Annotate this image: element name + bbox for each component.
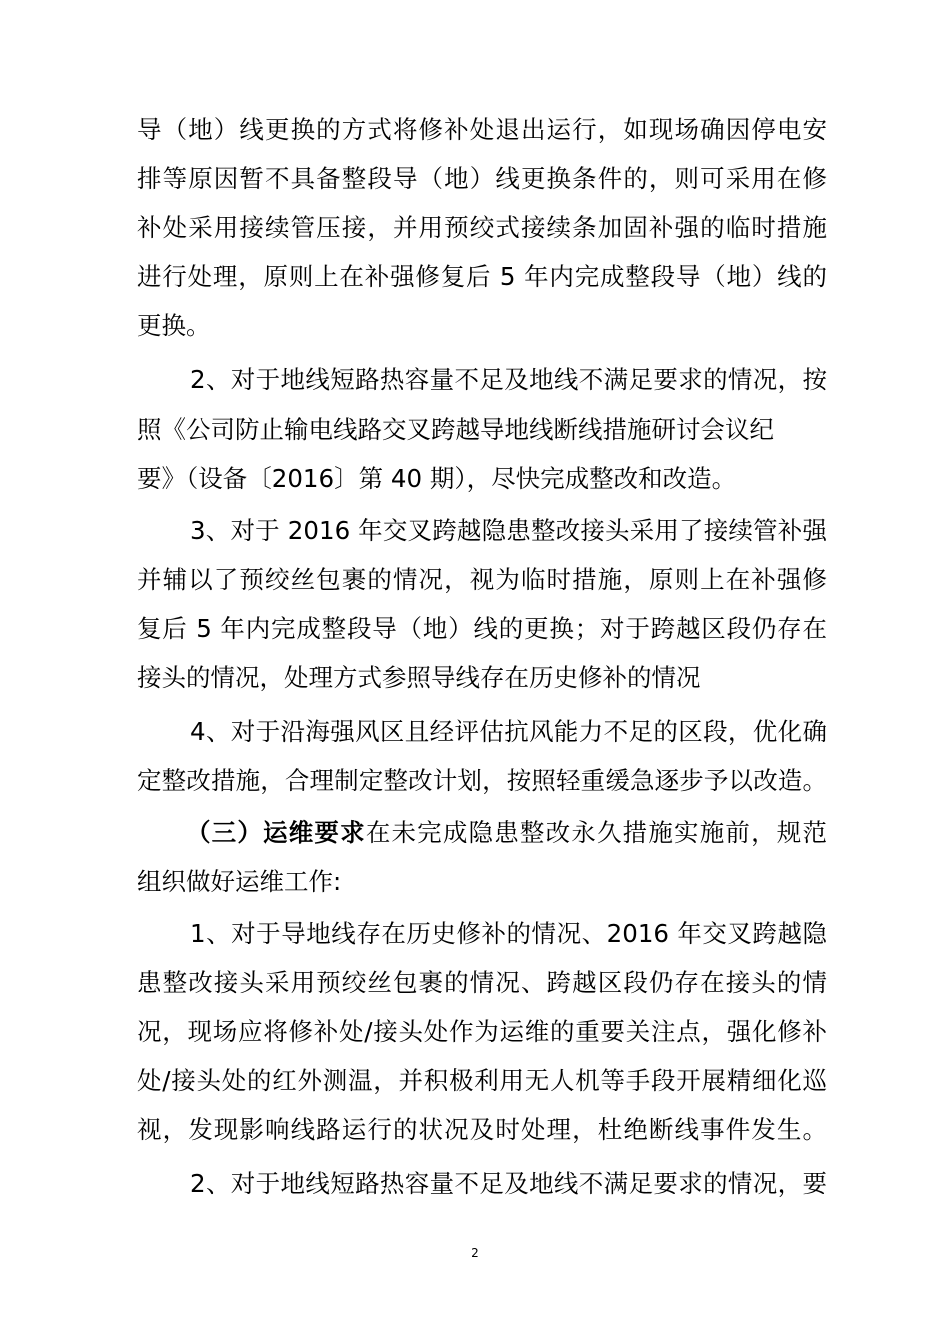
text-line: 4、对于沿海强风区且经评估抗风能力不足的区段，优化确 bbox=[190, 717, 827, 746]
page-number: 2 bbox=[471, 1246, 479, 1260]
text-line: 况，现场应将修补处/接头处作为运维的重要关注点，强化修补 bbox=[137, 1017, 827, 1046]
text-line: 患整改接头采用预绞丝包裹的情况、跨越区段仍存在接头的情 bbox=[137, 968, 827, 997]
section-heading-line bbox=[186, 816, 827, 850]
text-line: 导（地）线更换的方式将修补处退出运行，如现场确因停电安 bbox=[137, 115, 827, 144]
text-line: 更换。 bbox=[137, 311, 211, 340]
text-line: 1、对于导地线存在历史修补的情况、2016 年交叉跨越隐 bbox=[190, 919, 827, 948]
text-line: 3、对于 2016 年交叉跨越隐患整改接头采用了接续管补强 bbox=[190, 516, 827, 545]
text-line: 并辅以了预绞丝包裹的情况，视为临时措施，原则上在补强修 bbox=[137, 565, 827, 594]
text-line: 2、对于地线短路热容量不足及地线不满足要求的情况，要 bbox=[190, 1169, 827, 1198]
section-heading: （三）运维要求 bbox=[186, 818, 366, 847]
text-line: 进行处理，原则上在补强修复后 5 年内完成整段导（地）线的 bbox=[137, 262, 827, 291]
text-line: 处/接头处的红外测温，并积极利用无人机等手段开展精细化巡 bbox=[137, 1066, 827, 1095]
text-line: 要》（设备〔2016〕第 40 期），尽快完成整改和改造。 bbox=[137, 464, 737, 493]
text-line: 复后 5 年内完成整段导（地）线的更换；对于跨越区段仍存在 bbox=[137, 614, 827, 643]
text-line: 定整改措施，合理制定整改计划，按照轻重缓急逐步予以改造。 bbox=[137, 766, 827, 795]
text-line: 接头的情况，处理方式参照导线存在历史修补的情况 bbox=[137, 663, 701, 692]
text-line: 排等原因暂不具备整段导（地）线更换条件的，则可采用在修 bbox=[137, 164, 827, 193]
text-line: 补处采用接续管压接，并用预绞式接续条加固补强的临时措施 bbox=[137, 213, 827, 242]
text-line: 视，发现影响线路运行的状况及时处理，杜绝断线事件发生。 bbox=[137, 1115, 827, 1144]
section-heading-rest: 在未完成隐患整改永久措施实施前，规范 bbox=[365, 818, 827, 847]
text-line: 照《公司防止输电线路交叉跨越导地线断线措施研讨会议纪 bbox=[137, 415, 774, 444]
text-line: 2、对于地线短路热容量不足及地线不满足要求的情况，按 bbox=[190, 365, 827, 394]
text-line: 组织做好运维工作: bbox=[137, 867, 342, 896]
